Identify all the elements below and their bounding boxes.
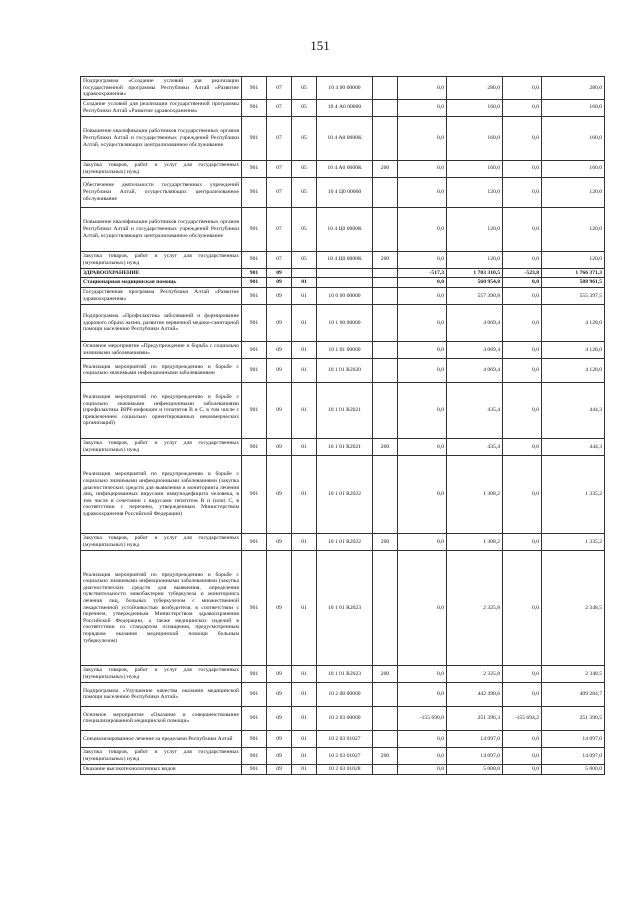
row-subsection: 05 — [292, 251, 317, 268]
row-amount-2: 560 954,8 — [447, 278, 503, 288]
table-row — [81, 77, 605, 100]
row-expense-type — [373, 382, 398, 438]
table-row — [81, 177, 605, 207]
row-amount-2: 120,0 — [447, 177, 503, 207]
row-target-article — [317, 268, 373, 278]
row-amount-3: 0,0 — [503, 251, 542, 268]
row-admin-code: 901 — [242, 278, 267, 288]
row-amount-3: 0,0 — [503, 682, 542, 706]
row-name: Подпрограмма «Создание условий для реализации государственной программы Республики Алтай «Развитие здравоохранения» — [81, 77, 242, 100]
row-subsection: 01 — [292, 455, 317, 533]
row-expense-type — [373, 77, 398, 100]
row-amount-4: 444,3 — [542, 382, 605, 438]
row-amount-1: 0,0 — [398, 665, 447, 682]
table-row — [81, 341, 605, 358]
table-row — [81, 730, 605, 747]
row-amount-2: 251 396,3 — [447, 706, 503, 730]
row-amount-2: 4 069,4 — [447, 304, 503, 341]
row-admin-code: 901 — [242, 207, 267, 251]
row-expense-type: 200 — [373, 747, 398, 764]
row-amount-4: 1 335,2 — [542, 533, 605, 550]
row-amount-4: 120,0 — [542, 177, 605, 207]
row-amount-3: -155 694,2 — [503, 706, 542, 730]
row-amount-2: 4 069,4 — [447, 341, 503, 358]
row-amount-1: 0,0 — [398, 287, 447, 304]
row-target-article: 10 4 Ц0 0000К — [317, 207, 373, 251]
row-amount-4: 251 390,5 — [542, 706, 605, 730]
row-name: Закупка товаров, работ и услуг для государственных (муниципальных) нужд — [81, 665, 242, 682]
row-amount-4: 14 097,0 — [542, 747, 605, 764]
row-amount-4: 1 335,2 — [542, 455, 605, 533]
row-expense-type: 200 — [373, 665, 398, 682]
row-admin-code: 901 — [242, 550, 267, 665]
row-amount-3: 0,0 — [503, 455, 542, 533]
row-target-article: 10 2 03 01028 — [317, 764, 373, 774]
row-section: 09 — [267, 764, 292, 774]
row-expense-type — [373, 99, 398, 116]
row-amount-2: 14 097,0 — [447, 730, 503, 747]
row-amount-3: 0,0 — [503, 550, 542, 665]
row-section: 07 — [267, 116, 292, 160]
row-admin-code: 901 — [242, 438, 267, 455]
table-row — [81, 747, 605, 764]
row-amount-4: 4 128,0 — [542, 304, 605, 341]
row-name: Специализированное лечение за пределами Республики Алтай — [81, 730, 242, 747]
row-amount-2: 2 325,8 — [447, 550, 503, 665]
row-section: 07 — [267, 177, 292, 207]
row-amount-1: -517,3 — [398, 268, 447, 278]
row-amount-1: 0,0 — [398, 533, 447, 550]
row-subsection: 05 — [292, 207, 317, 251]
row-expense-type — [373, 764, 398, 774]
row-amount-4: 1 766 371,3 — [542, 268, 605, 278]
row-expense-type — [373, 278, 398, 288]
row-amount-4: 160,0 — [542, 99, 605, 116]
row-name: Реализация мероприятий по предупреждению и борьбе с социально значимыми инфекционными заболеваниями — [81, 358, 242, 382]
row-subsection: 01 — [292, 682, 317, 706]
row-target-article: 10 1 01 R2021 — [317, 382, 373, 438]
row-amount-2: 120,0 — [447, 207, 503, 251]
row-admin-code: 901 — [242, 764, 267, 774]
row-amount-4: 14 097,0 — [542, 730, 605, 747]
row-amount-2: 5 000,0 — [447, 764, 503, 774]
row-expense-type — [373, 177, 398, 207]
row-amount-3: 0,0 — [503, 278, 542, 288]
row-amount-3: 0,0 — [503, 99, 542, 116]
row-target-article: 10 1 01 R2021 — [317, 438, 373, 455]
row-expense-type — [373, 287, 398, 304]
row-subsection: 05 — [292, 116, 317, 160]
table-row — [81, 304, 605, 341]
table-row — [81, 116, 605, 160]
table-row — [81, 160, 605, 177]
row-name: Закупка товаров, работ и услуг для государственных (муниципальных) нужд — [81, 438, 242, 455]
row-name: Создание условий для реализации государственной программы Республики Алтай «Развитие здравоохранения» — [81, 99, 242, 116]
row-amount-1: 0,0 — [398, 747, 447, 764]
row-amount-1: 0,0 — [398, 251, 447, 268]
row-section: 09 — [267, 438, 292, 455]
row-name: Реализация мероприятий по предупреждению и борьбе с социально значимыми инфекционными заболеваниями (профилактика ВИЧ-инфекции и гепатитов В и С, в том числе с привлечением социально ориентированных некоммерческих организаций) — [81, 382, 242, 438]
row-subsection: 01 — [292, 287, 317, 304]
row-amount-4: 409 284,7 — [542, 682, 605, 706]
row-name: Основное мероприятие «Оказание и совершенствование специализированной медицинской помощи» — [81, 706, 242, 730]
row-target-article: 10 4 Ц0 00000 — [317, 177, 373, 207]
row-amount-2: 1 308,2 — [447, 455, 503, 533]
table-row — [81, 382, 605, 438]
row-admin-code: 901 — [242, 706, 267, 730]
row-amount-3: 0,0 — [503, 77, 542, 100]
row-amount-2: 160,0 — [447, 160, 503, 177]
row-amount-2: 435,4 — [447, 438, 503, 455]
row-target-article: 10 4 А0 0000К — [317, 160, 373, 177]
row-amount-2: 160,0 — [447, 99, 503, 116]
row-name: Подпрограмма «Улучшение качества оказания медицинской помощи населению Республики Алтай» — [81, 682, 242, 706]
row-expense-type — [373, 268, 398, 278]
row-subsection: 01 — [292, 304, 317, 341]
row-amount-4: 280,0 — [542, 77, 605, 100]
row-amount-3: 0,0 — [503, 533, 542, 550]
row-amount-4: 5 000,0 — [542, 764, 605, 774]
row-expense-type — [373, 116, 398, 160]
row-target-article: 10 2 03 01027 — [317, 747, 373, 764]
row-section: 09 — [267, 706, 292, 730]
row-target-article: 10 2 03 01027 — [317, 730, 373, 747]
row-expense-type — [373, 304, 398, 341]
row-amount-3: 0,0 — [503, 764, 542, 774]
row-subsection: 01 — [292, 747, 317, 764]
row-amount-1: 0,0 — [398, 358, 447, 382]
table-row — [81, 287, 605, 304]
row-amount-1: 0,0 — [398, 438, 447, 455]
row-name: Закупка товаров, работ и услуг для государственных (муниципальных) нужд — [81, 251, 242, 268]
row-amount-3: 0,0 — [503, 177, 542, 207]
row-amount-4: 4 128,0 — [542, 358, 605, 382]
budget-table-body — [81, 77, 605, 775]
row-name: Основное мероприятие «Предупреждение и борьба с социально значимыми заболеваниями» — [81, 341, 242, 358]
row-section: 07 — [267, 160, 292, 177]
row-subsection: 05 — [292, 160, 317, 177]
row-expense-type — [373, 682, 398, 706]
table-row — [81, 665, 605, 682]
row-section: 09 — [267, 533, 292, 550]
row-amount-4: 555 397,5 — [542, 287, 605, 304]
row-expense-type — [373, 341, 398, 358]
row-amount-2: 442 490,6 — [447, 682, 503, 706]
row-amount-1: 0,0 — [398, 764, 447, 774]
row-target-article: 10 2 03 00000 — [317, 706, 373, 730]
row-amount-4: 160,0 — [542, 116, 605, 160]
row-amount-1: 0,0 — [398, 304, 447, 341]
row-amount-2: 4 069,4 — [447, 358, 503, 382]
row-section: 09 — [267, 287, 292, 304]
row-amount-2: 120,0 — [447, 251, 503, 268]
row-admin-code: 901 — [242, 251, 267, 268]
row-amount-4: 120,0 — [542, 251, 605, 268]
row-amount-4: 4 128,0 — [542, 341, 605, 358]
row-admin-code: 901 — [242, 177, 267, 207]
row-section: 09 — [267, 268, 292, 278]
row-name: Государственная программа Республики Алтай «Развитие здравоохранения» — [81, 287, 242, 304]
row-target-article: 10 1 01 R2023 — [317, 550, 373, 665]
row-expense-type — [373, 550, 398, 665]
row-admin-code: 901 — [242, 116, 267, 160]
row-amount-2: 2 325,8 — [447, 665, 503, 682]
row-section: 09 — [267, 682, 292, 706]
row-amount-1: 0,0 — [398, 77, 447, 100]
row-subsection: 01 — [292, 550, 317, 665]
row-subsection: 01 — [292, 665, 317, 682]
row-amount-1: 0,0 — [398, 730, 447, 747]
row-amount-3: 0,0 — [503, 665, 542, 682]
row-target-article: 10 0 00 00000 — [317, 287, 373, 304]
row-subsection: 01 — [292, 358, 317, 382]
row-amount-2: 280,0 — [447, 77, 503, 100]
row-name: Закупка товаров, работ и услуг для государственных (муниципальных) нужд — [81, 533, 242, 550]
row-target-article: 10 1 01 R2020 — [317, 358, 373, 382]
row-section: 09 — [267, 665, 292, 682]
table-row — [81, 550, 605, 665]
table-row — [81, 764, 605, 774]
row-target-article — [317, 278, 373, 288]
row-section: 09 — [267, 550, 292, 665]
row-section: 09 — [267, 382, 292, 438]
row-amount-4: 120,0 — [542, 207, 605, 251]
row-amount-1: 0,0 — [398, 116, 447, 160]
row-target-article: 10 4 00 00000 — [317, 77, 373, 100]
row-admin-code: 901 — [242, 341, 267, 358]
row-subsection: 01 — [292, 730, 317, 747]
row-amount-4: 444,3 — [542, 438, 605, 455]
row-amount-3: 0,0 — [503, 341, 542, 358]
row-amount-1: 0,0 — [398, 207, 447, 251]
row-amount-3: 0,0 — [503, 207, 542, 251]
page-number: 151 — [310, 38, 330, 53]
row-name: Повышение квалификации работников государственных органов Республики Алтай и государственных учреждений Республики Алтай, осуществляющих централизованное обслуживание — [81, 207, 242, 251]
table-row — [81, 533, 605, 550]
row-admin-code: 901 — [242, 665, 267, 682]
row-expense-type — [373, 730, 398, 747]
row-amount-3: 0,0 — [503, 304, 542, 341]
row-admin-code: 901 — [242, 358, 267, 382]
row-amount-3: -523,8 — [503, 268, 542, 278]
row-section: 09 — [267, 358, 292, 382]
row-name: Закупка товаров, работ и услуг для государственных (муниципальных) нужд — [81, 160, 242, 177]
row-subsection: 05 — [292, 77, 317, 100]
table-row — [81, 278, 605, 288]
row-amount-1: 0,0 — [398, 550, 447, 665]
row-amount-3: 0,0 — [503, 438, 542, 455]
row-amount-2: 160,0 — [447, 116, 503, 160]
row-target-article: 10 1 01 R2023 — [317, 665, 373, 682]
row-expense-type — [373, 706, 398, 730]
row-amount-1: 0,0 — [398, 341, 447, 358]
row-subsection: 05 — [292, 177, 317, 207]
row-name: Подпрограмма «Профилактика заболеваний и формирование здорового образа жизни, развитие первичной медико-санитарной помощи населению Республики Алтай» — [81, 304, 242, 341]
table-row — [81, 438, 605, 455]
row-target-article: 10 2 00 00000 — [317, 682, 373, 706]
row-amount-2: 1 703 310,5 — [447, 268, 503, 278]
row-amount-1: 0,0 — [398, 455, 447, 533]
row-name: Реализация мероприятий по предупреждению и борьбе с социально значимыми инфекционными заболеваниями (закупка диагностических средств для выявления и мониторинга лечения лиц, инфицированных вирусами иммунодефицита человека, в том числе в сочетании с вирусами гепатитов В и (или) С, в соответствии с перечнем, утвержденным Министерством здравоохранения Российской Федерации) — [81, 455, 242, 533]
row-admin-code: 901 — [242, 730, 267, 747]
row-admin-code: 901 — [242, 747, 267, 764]
row-name: Реализация мероприятий по предупреждению и борьбе с социально значимыми инфекционными заболеваниями (закупка диагностических средств для выявления, определения чувствительности микобактерии туберкулеза и мониторинга лечения лиц, больных туберкулезом с множественной лекарственной устойчивостью возбудителя, в соответствии с перечнем, утвержденным Министерством здравоохранения Российской Федерации, а также медицинских изделий в соответствии со стандартом оснащения, предусмотренным порядком оказания медицинской помощи больным туберкулезом) — [81, 550, 242, 665]
table-row — [81, 99, 605, 116]
row-expense-type — [373, 207, 398, 251]
row-amount-3: 0,0 — [503, 382, 542, 438]
row-section: 09 — [267, 455, 292, 533]
row-amount-1: 0,0 — [398, 177, 447, 207]
row-amount-3: 0,0 — [503, 160, 542, 177]
row-admin-code: 901 — [242, 682, 267, 706]
row-subsection: 01 — [292, 341, 317, 358]
row-subsection: 01 — [292, 438, 317, 455]
row-amount-4: 2 348,5 — [542, 665, 605, 682]
row-expense-type: 200 — [373, 438, 398, 455]
row-target-article: 10 4 А0 0000К — [317, 116, 373, 160]
row-subsection: 05 — [292, 99, 317, 116]
table-row — [81, 682, 605, 706]
row-admin-code: 901 — [242, 533, 267, 550]
row-name: Стационарная медицинская помощь — [81, 278, 242, 288]
row-section: 07 — [267, 207, 292, 251]
row-expense-type: 200 — [373, 160, 398, 177]
row-subsection: 01 — [292, 278, 317, 288]
row-target-article: 10 4 Ц0 0000К — [317, 251, 373, 268]
table-row — [81, 207, 605, 251]
row-section: 09 — [267, 304, 292, 341]
row-subsection — [292, 268, 317, 278]
row-expense-type: 200 — [373, 251, 398, 268]
row-target-article: 10 1 01 00000 — [317, 341, 373, 358]
row-amount-3: 0,0 — [503, 747, 542, 764]
row-amount-1: 0,0 — [398, 160, 447, 177]
row-name: ЗДРАВООХРАНЕНИЕ — [81, 268, 242, 278]
row-target-article: 10 4 А0 00000 — [317, 99, 373, 116]
row-amount-1: -155 690,0 — [398, 706, 447, 730]
row-target-article: 10 1 00 00000 — [317, 304, 373, 341]
row-amount-2: 435,4 — [447, 382, 503, 438]
row-amount-3: 0,0 — [503, 287, 542, 304]
row-admin-code: 901 — [242, 99, 267, 116]
row-admin-code: 901 — [242, 382, 267, 438]
row-name: Закупка товаров, работ и услуг для государственных (муниципальных) нужд — [81, 747, 242, 764]
row-subsection: 01 — [292, 533, 317, 550]
row-amount-3: 0,0 — [503, 358, 542, 382]
table-row — [81, 268, 605, 278]
row-section: 09 — [267, 278, 292, 288]
row-subsection: 01 — [292, 382, 317, 438]
row-amount-1: 0,0 — [398, 278, 447, 288]
table-row — [81, 455, 605, 533]
row-expense-type — [373, 455, 398, 533]
budget-table — [80, 76, 605, 775]
row-amount-2: 557 390,8 — [447, 287, 503, 304]
row-section: 09 — [267, 730, 292, 747]
row-admin-code: 901 — [242, 77, 267, 100]
table-row — [81, 358, 605, 382]
row-expense-type — [373, 358, 398, 382]
row-section: 07 — [267, 77, 292, 100]
table-row — [81, 706, 605, 730]
row-amount-1: 0,0 — [398, 682, 447, 706]
row-amount-3: 0,0 — [503, 116, 542, 160]
row-section: 09 — [267, 747, 292, 764]
table-row — [81, 251, 605, 268]
row-name: Повышение квалификации работников государственных органов Республики Алтай и государственных учреждений Республики Алтай, осуществляющих централизованное обслуживание — [81, 116, 242, 160]
row-amount-2: 1 308,2 — [447, 533, 503, 550]
row-section: 07 — [267, 251, 292, 268]
row-target-article: 10 1 01 R2022 — [317, 533, 373, 550]
row-section: 07 — [267, 99, 292, 116]
row-target-article: 10 1 01 R2022 — [317, 455, 373, 533]
row-amount-4: 588 961,5 — [542, 278, 605, 288]
row-subsection: 01 — [292, 706, 317, 730]
row-name: Оказание высокотехнологичных видов — [81, 764, 242, 774]
row-subsection: 01 — [292, 764, 317, 774]
row-expense-type: 200 — [373, 533, 398, 550]
row-amount-2: 14 097,0 — [447, 747, 503, 764]
row-amount-4: 2 348,5 — [542, 550, 605, 665]
row-amount-3: 0,0 — [503, 730, 542, 747]
row-name: Обеспечение деятельности государственных учреждений Республики Алтай, осуществляющих централизованное обслуживание — [81, 177, 242, 207]
row-amount-1: 0,0 — [398, 382, 447, 438]
row-admin-code: 901 — [242, 287, 267, 304]
row-amount-1: 0,0 — [398, 99, 447, 116]
row-admin-code: 901 — [242, 455, 267, 533]
row-amount-4: 160,0 — [542, 160, 605, 177]
row-admin-code: 901 — [242, 304, 267, 341]
row-admin-code: 901 — [242, 160, 267, 177]
row-section: 09 — [267, 341, 292, 358]
row-admin-code: 901 — [242, 268, 267, 278]
